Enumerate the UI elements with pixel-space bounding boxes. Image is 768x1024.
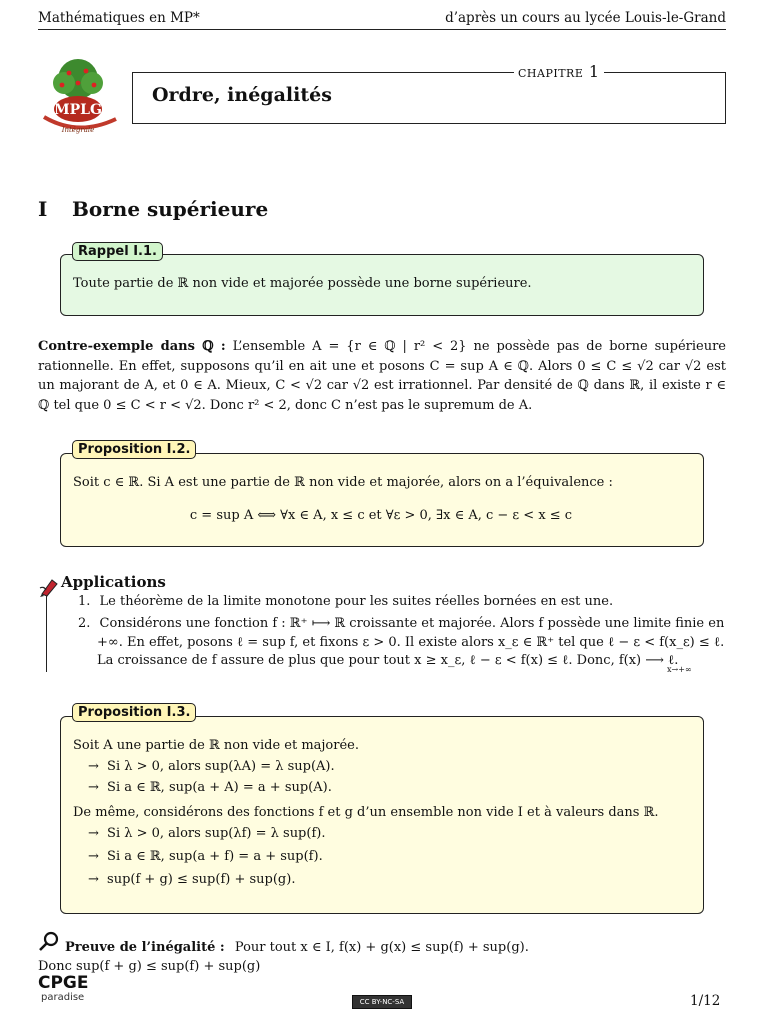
- chapter-label: chapitre 1: [514, 62, 604, 81]
- application-item-2-line-3: La croissance de f assure de plus que pour tout x ≥ x_ε, ℓ − ε < f(x) ≤ ℓ. Donc, f(x) ⟶ ℓ.: [97, 653, 679, 668]
- item-number: 1.: [78, 594, 91, 609]
- arrow-icon: →: [88, 759, 99, 774]
- school-logo: [36, 57, 124, 137]
- proposition-2-formula: c = sup A ⟺ ∀x ∈ A, x ≤ c et ∀ε > 0, ∃x ∈ A, c − ε < x ≤ c: [189, 508, 573, 523]
- section-heading: [38, 197, 268, 221]
- brand-sub: paradise: [41, 992, 85, 1003]
- license-badge: CC BY-NC-SA: [352, 995, 412, 1009]
- header-left: Mathématiques en MP*: [38, 10, 200, 26]
- cpge-paradise-logo: [38, 974, 89, 1003]
- proposition-3-intro: Soit A une partie de ℝ non vide et majorée.: [73, 738, 359, 753]
- rappel-text: Toute partie de ℝ non vide et majorée possède une borne supérieure.: [73, 276, 532, 291]
- proposition-2-tag: Proposition I.2.: [72, 440, 196, 459]
- page-number: 1/12: [690, 993, 721, 1009]
- limit-subscript: x→+∞: [667, 665, 692, 674]
- prop3-item-a1: → Si λ > 0, alors sup(λA) = λ sup(A).: [88, 759, 335, 774]
- application-item-1: [78, 592, 613, 611]
- prop3-item-b2: → Si a ∈ ℝ, sup(a + f) = a + sup(f).: [88, 849, 323, 864]
- arrow-icon: →: [88, 849, 99, 864]
- contre-exemple-text: L’ensemble A = {r ∈ ℚ | r² < 2} ne possède pas de borne supérieure rationnelle. En effet, supposons qu’il en ait une et posons C = sup A ∈ ℚ. Alors 0 ≤ C ≤ √2 car √2 est un majorant de A, et 0 ∈ A. Mieux, C < √2 car √2 est irrationnel. Par densité de ℚ dans ℝ, il existe r ∈ ℚ tel que 0 ≤ C < r < √2. Donc r² < 2, donc C n’est pas le supremum de A.: [38, 339, 726, 413]
- arrow-icon: →: [88, 826, 99, 841]
- prop3-item-b3: → sup(f + g) ≤ sup(f) + sup(g).: [88, 872, 296, 887]
- prop3-item-a2: → Si a ∈ ℝ, sup(a + A) = a + sup(A).: [88, 780, 332, 795]
- application-item-2-line-2: +∞. En effet, posons ℓ = sup f, et fixons ε > 0. Il existe alors x_ε ∈ ℝ⁺ tel que ℓ − ε < f(x_ε) ≤ ℓ.: [97, 635, 725, 650]
- rappel-tag: Rappel I.1.: [72, 242, 163, 261]
- proposition-2-statement: Soit c ∈ ℝ. Si A est une partie de ℝ non vide et majorée, alors on a l’équivalence :: [73, 475, 613, 490]
- pen-icon: [38, 574, 60, 602]
- prop3-item-b1: → Si λ > 0, alors sup(λf) = λ sup(f).: [88, 826, 326, 841]
- brand-name: CPGE: [38, 973, 89, 993]
- applications-title: Applications: [61, 573, 166, 591]
- arrow-icon: →: [88, 872, 99, 887]
- header-right: d’après un cours au lycée Louis-le-Grand: [445, 10, 726, 26]
- preuve-line-2: Donc sup(f + g) ≤ sup(f) + sup(g): [38, 959, 261, 974]
- proposition-2-box: [60, 453, 704, 547]
- arrow-icon: →: [88, 780, 99, 795]
- contre-exemple-lead: Contre-exemple dans ℚ :: [38, 339, 226, 354]
- chapter-title: Ordre, inégalités: [152, 84, 332, 106]
- applications-bar: [46, 596, 47, 672]
- svg-text:Intégrale: Intégrale: [61, 126, 95, 134]
- preuve-text: Pour tout x ∈ I, f(x) + g(x) ≤ sup(f) + sup(g).: [234, 940, 529, 955]
- contre-exemple-paragraph: [38, 337, 726, 415]
- preuve-lead: Preuve de l’inégalité :: [65, 940, 225, 955]
- section-number: I: [38, 197, 48, 221]
- item-text: Le théorème de la limite monotone pour les suites réelles bornées en est une.: [99, 594, 614, 609]
- header-rule: [38, 29, 726, 30]
- application-item-2: [78, 614, 728, 633]
- preuve-line-1: [65, 938, 529, 957]
- magnifier-icon: [38, 931, 60, 955]
- svg-text:MPLG: MPLG: [54, 102, 102, 118]
- item-number: 2.: [78, 616, 91, 631]
- section-title: Borne supérieure: [72, 197, 269, 221]
- proposition-3-middle: De même, considérons des fonctions f et g d’un ensemble non vide I et à valeurs dans ℝ.: [73, 805, 659, 820]
- proposition-3-tag: Proposition I.3.: [72, 703, 196, 722]
- item-line-1: Considérons une fonction f : ℝ⁺ ⟼ ℝ croissante et majorée. Alors f possède une limite finie en: [99, 616, 725, 631]
